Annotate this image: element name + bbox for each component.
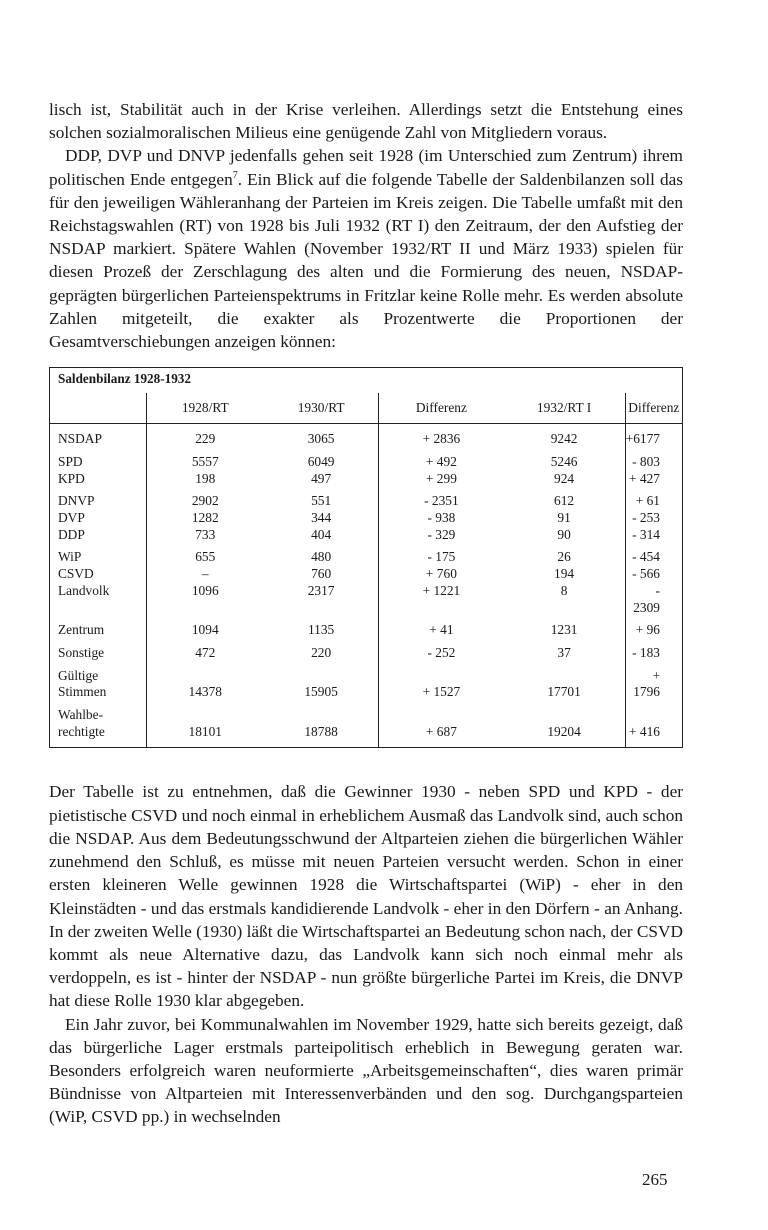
table-cell: 1135: [307, 622, 335, 638]
table-cell: 5557: [146, 448, 264, 471]
party-label: SPD: [58, 453, 83, 469]
table-cell: + 416: [625, 701, 682, 747]
party-label: KPD: [58, 470, 85, 486]
table-row: [50, 487, 682, 510]
table-row: [50, 448, 682, 471]
table-cell: 497: [311, 470, 332, 486]
table-cell: 9242: [550, 431, 578, 447]
footnote-mark: 7: [232, 169, 238, 181]
table-row: [50, 616, 682, 639]
table-cell: 655: [146, 543, 264, 566]
party-label: Gültige Stimmen: [58, 667, 107, 700]
table-row: [50, 527, 682, 544]
table-cell: 2317: [307, 582, 335, 598]
saldenbilanz-table: [49, 367, 683, 748]
table-row: [50, 662, 682, 701]
table-cell: 220: [311, 644, 332, 660]
paragraph-3: Der Tabelle ist zu entnehmen, daß die Gewinner 1930 - neben SPD und KPD - der pietistische CSVD und noch einmal in erheblichem Ausmaß das Landvolk sind, auch schon die NSDAP. Aus dem Bedeutungsschwund der Altparteien ziehen die bürgerlichen Wähler zunehmend den Schluß, es müsse mit neuen Parteien versucht werden. Schon in einer ersten kleineren Welle gewinnen 1928 die Wirtschaftspartei (WiP) - eher in den Kleinstädten - und das erstmals kandidierende Landvolk - eher in den Dörfern - an Anhang. In der zweiten Welle (1930) läßt die Wirtschaftspartei an Bedeutung schon nach, der CSVD kommt als neue Alternative dazu, das Landvolk kann sich noch einmal mehr als verdoppeln, es ist - hinter der NSDAP - nun größte bürgerliche Partei im Kreis, die DNVP hat diese Rolle 1930 klar abgegeben.: [49, 782, 683, 1011]
table-caption: Saldenbilanz 1928-1932: [58, 371, 191, 387]
table-cell: + 61: [625, 487, 682, 510]
table-cell: - 183: [625, 639, 682, 662]
table-header-cell: Differenz: [379, 393, 504, 424]
table-cell: - 314: [625, 527, 682, 544]
table-cell: - 566: [625, 566, 682, 583]
table-cell: 18788: [304, 723, 338, 739]
table-cell: 551: [311, 493, 332, 509]
table-cell: - 803: [625, 448, 682, 471]
table-body: [50, 424, 682, 748]
table-cell: 1096: [146, 583, 264, 616]
table-cell: 17701: [547, 684, 581, 700]
table-header-cell: 1930/RT: [264, 393, 379, 424]
table-cell: 344: [311, 510, 332, 526]
table-cell: + 687: [379, 701, 504, 747]
table-cell: 733: [146, 527, 264, 544]
table-cell: 19204: [547, 723, 581, 739]
table-cell: + 1796: [625, 662, 682, 701]
table-cell: + 96: [625, 616, 682, 639]
table-cell: + 41: [379, 616, 504, 639]
table-cell: 90: [557, 526, 571, 542]
paragraph-2-start: DDP, DVP und DNVP jedenfalls gehen seit 1928 (im Unterschied zum Zentrum) ihrem politischen Ende entgegen: [49, 146, 683, 189]
paragraph-2-rest: Ein Blick auf die folgende Tabelle der Saldenbilanzen soll das für den jeweiligen Wähleranhang der Parteien im Kreis zeigen. Die Tabelle umfaßt mit den Reichstagswahlen (RT) von 1928 bis Juli 1932 (RT I) den Zeitraum, der den Aufstieg der NSDAP markiert. Spätere Wahlen (November 1932/RT II und März 1933) spielen für diesen Prozeß der Zerschlagung des alten und die Formierung des neuen, NSDAP-geprägten bürgerlichen Parteienspektrums in Fritzlar keine Rolle mehr. Es werden absolute Zahlen mitgeteilt, die exakter als Prozentwerte die Proportionen der Gesamtverschiebungen anzeigen können:: [49, 169, 684, 352]
party-label: DDP: [58, 526, 85, 542]
party-label: Wahlbe- rechtigte: [58, 707, 105, 739]
table-row: [50, 510, 682, 527]
table-cell: - 252: [379, 639, 504, 662]
table-cell: 2902: [146, 487, 264, 510]
table-cell: + 299: [379, 471, 504, 488]
table-cell: - 253: [625, 510, 682, 527]
table-cell: –: [146, 566, 264, 583]
table-header-cell: 1932/RT I: [504, 393, 626, 424]
table-cell: + 2836: [379, 424, 504, 448]
table-cell: - 938: [379, 510, 504, 527]
table-cell: + 427: [625, 471, 682, 488]
party-label: WiP: [58, 549, 82, 565]
table-cell: 1231: [550, 622, 578, 638]
party-label: Landvolk: [58, 582, 110, 598]
table-cell: + 1527: [379, 662, 504, 701]
table-cell: 18101: [146, 701, 264, 747]
table-cell: 26: [557, 549, 571, 565]
table-row: [50, 639, 682, 662]
table-cell: 15905: [304, 684, 338, 700]
table-cell: - 329: [379, 527, 504, 544]
page-number: 265: [642, 1170, 668, 1189]
table-cell: 760: [311, 566, 332, 582]
table-cell: 924: [554, 470, 575, 486]
table-header-cell: Differenz: [625, 393, 682, 424]
table-row: [50, 471, 682, 488]
paragraph-4: Ein Jahr zuvor, bei Kommunalwahlen im November 1929, hatte sich bereits gezeigt, daß das bürgerliche Lager erstmals parteipolitisch erheblich in Bewegung geraten war. Besonders erfolgreich waren neuformierte „Arbeitsgemeinschaften“, dies waren primär Bündnisse von Altparteien mit Interessenverbänden und den sog. Durchgangsparteien (WiP, CSVD pp.) in wechselnden: [49, 1014, 683, 1127]
table-cell: 37: [557, 644, 571, 660]
table-cell: - 2309: [625, 583, 682, 616]
table-cell: 229: [146, 424, 264, 448]
table-cell: 14378: [146, 662, 264, 701]
table-cell: - 2351: [379, 487, 504, 510]
table-row: [50, 566, 682, 583]
table-cell: 5246: [550, 453, 578, 469]
party-label: DVP: [58, 510, 85, 526]
table-cell: 1094: [146, 616, 264, 639]
table-cell: + 760: [379, 566, 504, 583]
table-cell: 3065: [307, 431, 335, 447]
paragraph-2: DDP, DVP und DNVP jedenfalls gehen seit 1928 (im Unterschied zum Zentrum) ihrem politischen Ende entgegen$^7$. Ein Blick auf die folgende Tabelle der Saldenbilanzen soll das für den jeweiligen Wähleranhang der Parteien im Kreis zeigen. Die Tabelle umfaßt mit den Reichstagswahlen (RT) von 1928 bis Juli 1932 (RT I) den Zeitraum, der den Aufstieg der NSDAP markiert. Spätere Wahlen (November 1932/RT II und März 1933) spielen für diesen Prozeß der Zerschlagung des alten und die Formierung des neuen, NSDAP-geprägten bürgerlichen Parteienspektrums in Fritzlar keine Rolle mehr. Es werden absolute Zahlen mitgeteilt, die exakter als Prozentwerte die Proportionen der Gesamtverschiebungen anzeigen können:: [49, 146, 684, 352]
table-cell: 198: [146, 471, 264, 488]
table-header-cell: 1928/RT: [146, 393, 264, 424]
paragraph-1: lisch ist, Stabilität auch in der Krise verleihen. Allerdings setzt die Entstehung eines solchen sozialmoralischen Milieus eine genügende Zahl von Mitgliedern voraus.: [49, 100, 683, 143]
table-cell: 6049: [307, 453, 335, 469]
party-label: Zentrum: [58, 622, 105, 638]
party-label: Sonstige: [58, 644, 105, 660]
page-body: [49, 98, 683, 1129]
table-cell: 8: [560, 582, 568, 598]
table-row: [50, 424, 682, 448]
table-cell: + 1221: [379, 583, 504, 616]
table-cell: 612: [554, 493, 575, 509]
table-cell: + 492: [379, 448, 504, 471]
table-row: [50, 583, 682, 616]
table-cell: +6177: [625, 424, 682, 448]
table-cell: 480: [311, 549, 332, 565]
party-label: DNVP: [58, 493, 95, 509]
table-row: [50, 701, 682, 747]
table-header-cell: [50, 393, 146, 424]
table-row: [50, 543, 682, 566]
party-label: CSVD: [58, 566, 94, 582]
table-cell: - 454: [625, 543, 682, 566]
table-cell: 404: [311, 526, 332, 542]
table-cell: 472: [146, 639, 264, 662]
table-cell: 194: [554, 566, 575, 582]
table-cell: 1282: [146, 510, 264, 527]
table-header-row: [50, 393, 682, 424]
table-cell: 91: [557, 510, 571, 526]
table-cell: - 175: [379, 543, 504, 566]
party-label: NSDAP: [58, 431, 102, 447]
